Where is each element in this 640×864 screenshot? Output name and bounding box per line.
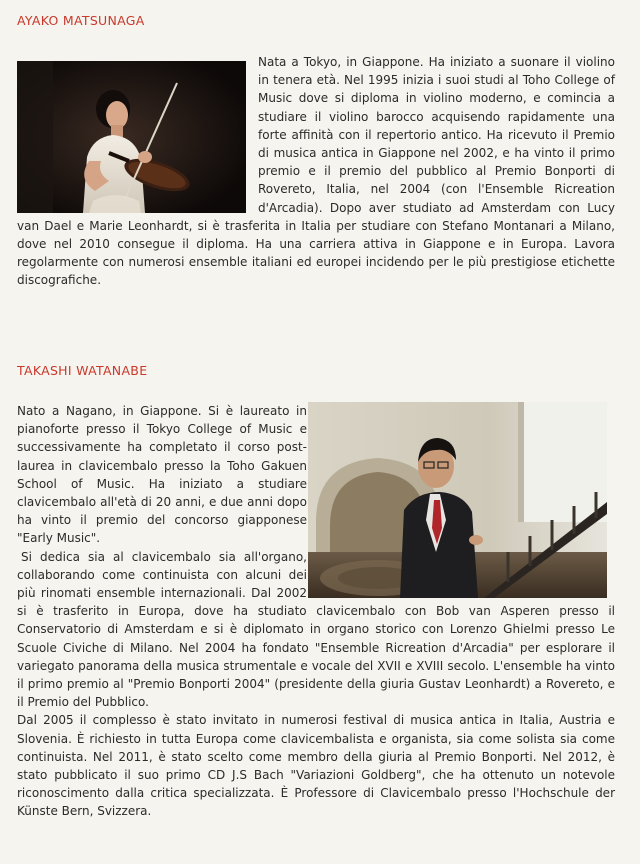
bio-heading-watanabe: TAKASHI WATANABE (17, 363, 148, 378)
bio-text-matsunaga: Nata a Tokyo, in Giappone. Ha iniziato a suonare il violino in tenera età. Nel 1995 inizia i suoi studi al Toho College of Music dove si diploma in violino moderno, e comincia a studiare il violino barocco acquisendo rapidamente una forte affinità con il repertorio antico. Ha ricevuto il Premio di musica antica in Giappone nel 2002, e ha vinto il primo premio e il premio del pubblico al Premio Bonporti di Rovereto, Italia, nel 2004 (con l'Ensemble Ricreation d'Arcadia). Dopo aver studiato ad Amsterdam con Lucy van Dael e Marie Leonhardt, si è trasferita in Italia per studiare con Stefano Montanari a Milano, dove nel 2010 consegue il diploma. Ha una carriera attiva in Giappone e in Europa. Lavora regolarmente con numerosi ensemble italiani ed europei incidendo per le più prestigiose etichette discografiche. (17, 55, 615, 288)
bio-paragraph-2: Si dedica sia al clavicembalo sia all'organo, collaborando come continuista con alcuni dei più rinomati ensemble internazionali. Dal 2002 si è trasferito in Europa, dove ha studiato clavicembalo con Bob van Asperen presso il Conservatorio di Amsterdam e si è diplomato in organo storico con Lorenzo Ghielmi presso Le Scuole Civiche di Milano. Nel 2004 ha fondato "Ensemble Ricreation d'Arcadia" per esplorare il variegato panorama della musica strumentale e vocale del XVII e XVIII secolo. L'ensemble ha vinto il primo premio al "Premio Bonporti 2004" (presidente della giuria Gustav Leonhardt) a Rovereto, e il Premio del Pubblico. (17, 549, 615, 710)
bio-heading-matsunaga: AYAKO MATSUNAGA (17, 13, 145, 28)
photo-float-spacer (17, 53, 258, 215)
bio-text-block-watanabe (17, 402, 615, 821)
bio-paragraph-3: Dal 2005 il complesso è stato invitato in numerosi festival di musica antica in Italia, Austria e Slovenia. È richiesto in tutta Europa come clavicembalista e organista, sia come solista sia come continuista. Nel 2011, è stato scelto come membro della giuria al Premio Bonporti. Nel 2012, è stato pubblicato il suo primo CD J.S Bach "Variazioni Goldberg", che ha ottenuto un notevole riconoscimento dalla critica specializzata. È Professore di Clavicembalo presso l'Hochschule der Künste Bern, Svizzera. (17, 713, 615, 819)
photo-float-spacer (307, 402, 615, 600)
bio-paragraph-1: Nato a Nagano, in Giappone. Si è laureato in pianoforte presso il Tokyo College of Music e successivamente ha completato il corso post-laurea in clavicembalo presso la Toho Gakuen School of Music. Ha iniziato a studiare clavicembalo all'età di 20 anni, e due anni dopo ha vinto il premio del concorso giapponese "Early Music". (17, 404, 307, 546)
bio-text-block-matsunaga (17, 53, 615, 290)
